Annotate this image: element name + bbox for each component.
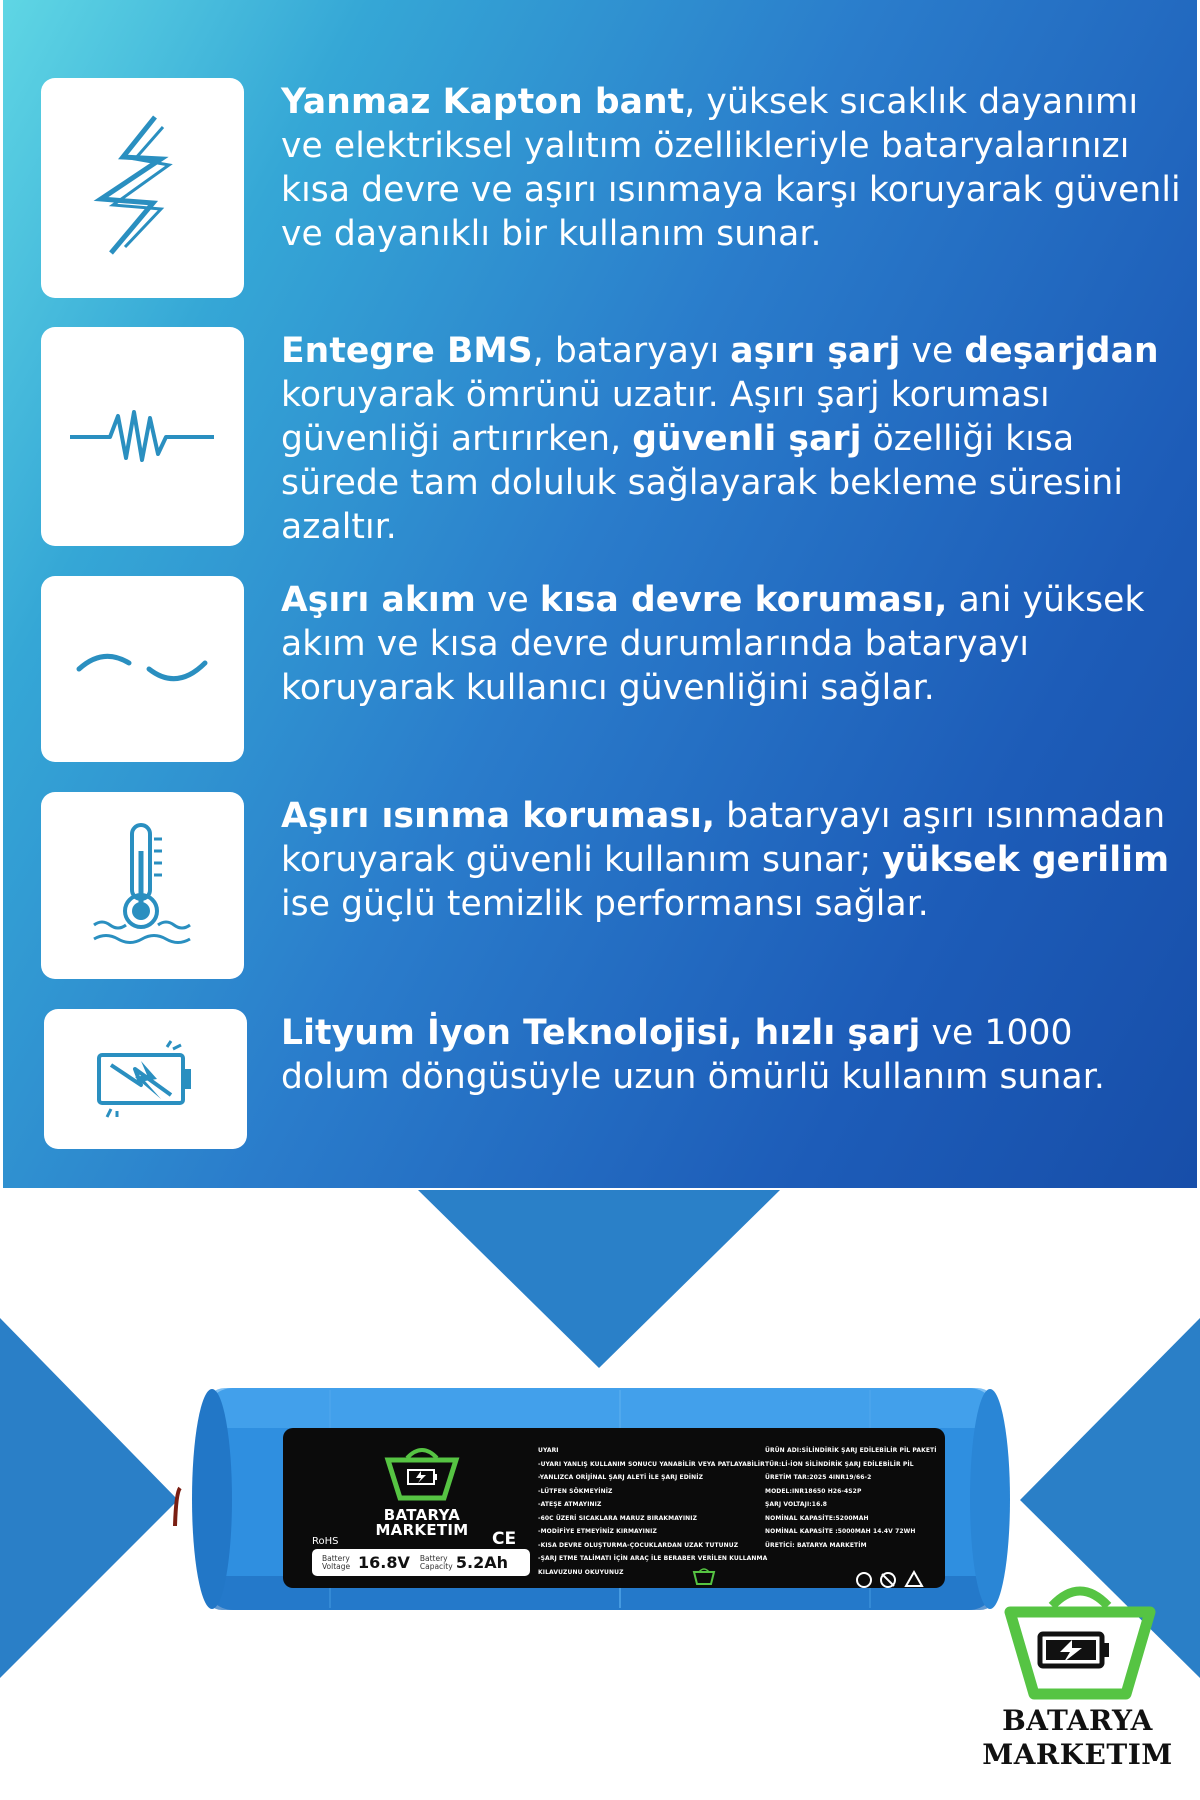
footer-brand-name [965,1704,1190,1772]
label-line: UYARI [538,1447,559,1454]
label-line: ÜRETİCİ: BATARYA MARKETİM [765,1541,867,1549]
feature-text-regular: , bataryayı [532,331,731,371]
label-warnings [538,1444,767,1579]
center-triangle-decor [418,1190,780,1368]
feature-icon-card [41,576,244,762]
label-brand-line1: BATARYA [383,1506,461,1524]
feature-text-regular: , yüksek sıcaklık dayanımı ve elektriksel yalıtım özellikleriyle bataryalarınızı kısa devre ve aşırı ısınmaya karşı koruyarak güvenli ve dayanıklı bir kullanım sunar. [281,82,1181,254]
feature-text-regular: ve [900,331,965,371]
label-line: KILAVUZUNU OKUYUNUZ [538,1568,624,1576]
feature-text [281,329,1186,549]
feature-text [281,794,1186,926]
broken-wire-icon [73,639,213,699]
label-line: -KISA DEVRE OLUŞTURMA-ÇOCUKLARDAN UZAK TUTUNUZ [538,1541,739,1549]
label-line: ÜRETİM TAR:2025 4INR19/66-2 [765,1474,872,1481]
feature-text-bold: aşırı şarj [730,331,901,371]
footer-brand-line2: MARKETIM [982,1738,1173,1771]
label-brand-line2: MARKETIM [375,1521,469,1539]
product-section [0,1188,1200,1800]
label-line: MODEL:INR18650 H26-4S2P [765,1487,862,1495]
label-line: ŞARJ VOLTAJI:16.8 [765,1501,828,1508]
feature-icon-card [41,792,244,979]
footer-brand-line1: BATARYA [1002,1704,1153,1737]
feature-text-regular: ve [475,580,540,620]
battery-wire [175,1488,180,1526]
right-triangle-decor [1020,1318,1200,1678]
label-line: -UYARI YANLIŞ KULLANIM SONUCU YANABİLİR VEYA PATLAYABİLİR [538,1460,765,1468]
feature-text-regular: ise güçlü temizlik performansı sağlar. [281,884,929,924]
label-line: -ŞARJ ETME TALİMATI İÇİN ARAÇ İLE BERABER VERİLEN KULLANMA [538,1555,768,1562]
label-line: -YANLIZCA ORİJİNAL ŞARJ ALETİ İLE ŞARJ EDİNİZ [538,1474,704,1481]
label-specs [765,1444,937,1552]
feature-text-regular: koruyarak ömrünü uzatır. Aşırı şarj koruması güvenliği artırırken, [281,375,1050,459]
capacity-value: 5.2Ah [455,1553,508,1572]
feature-text-regular: ani yüksek akım ve kısa devre durumlarında bataryayı koruyarak kullanıcı güvenliğini sağlar. [281,580,1145,708]
voltage-value: 16.8V [358,1553,410,1572]
label-line: NOMİNAL KAPASİTE :5000MAH 14.4V 72WH [765,1528,916,1535]
capacity-caption: Battery Capacity [419,1553,453,1571]
thermometer-icon [88,821,198,951]
feature-text [281,80,1186,256]
label-line: -LÜTFEN SÖKMEYİNİZ [538,1487,613,1495]
battery-charging-icon [91,1039,201,1119]
feature-text-regular: ve 1000 dolum döngüsüyle uzun ömürlü kullanım sunar. [281,1013,1105,1097]
label-line: NOMİNAL KAPASİTE:5200MAH [765,1514,869,1522]
rohs-mark: RoHS [312,1536,339,1547]
feature-text-regular: bataryayı aşırı ısınmadan koruyarak güvenli kullanım sunar; [281,796,1166,880]
feature-text-bold: Aşırı ısınma koruması, [281,796,716,836]
feature-text-bold: yüksek gerilim [882,840,1170,880]
ce-mark: CE [492,1529,517,1549]
feature-panel [3,0,1197,1188]
voltage-caption: Battery Voltage [322,1553,351,1571]
label-brand-name [372,1508,472,1538]
feature-text-bold: kısa devre koruması, [539,580,948,620]
feature-text-bold: Aşırı akım [281,580,476,620]
feature-text-regular: özelliği kısa sürede tam doluluk sağlayarak bekleme süresini azaltır. [281,419,1124,547]
lightning-bolt-icon [83,113,203,263]
label-line: -ATEŞE ATMAYINIZ [538,1501,602,1508]
label-line: ÜRÜN ADI:SİLİNDİRİK ŞARJ EDİLEBİLİR PİL PAKETİ [765,1447,937,1454]
label-line: -MODİFİYE ETMEYİNİZ KIRMAYINIZ [538,1528,657,1535]
label-line: -60C ÜZERİ SICAKLARA MARUZ BIRAKMAYINIZ [538,1514,698,1522]
left-triangle-decor [0,1318,178,1678]
feature-text [281,578,1186,710]
label-line: TÜR:Lİ-İON SİLİNDİRİK ŞARJ EDİLEBİLİR PİL [765,1460,914,1468]
feature-icon-card [44,1009,247,1149]
feature-text [281,1011,1186,1099]
feature-text-bold: Lityum İyon Teknolojisi, hızlı şarj [281,1013,921,1053]
feature-text-bold: Yanmaz Kapton bant [281,82,685,122]
waveform-icon [68,402,218,472]
feature-icon-card [41,327,244,546]
feature-text-bold: Entegre BMS [281,331,533,371]
feature-text-bold: güvenli şarj [632,419,862,459]
feature-text-bold: deşarjdan [964,331,1159,371]
voltage-capacity-pill [312,1549,530,1576]
feature-icon-card [41,78,244,298]
